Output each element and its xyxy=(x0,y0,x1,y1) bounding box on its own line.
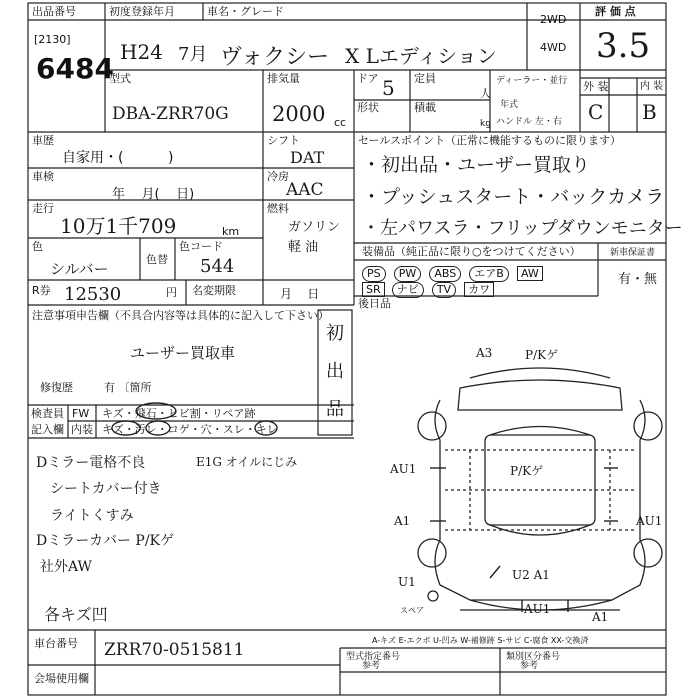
interior-label: 内装 xyxy=(71,423,93,436)
handwritten-note: 各キズ凹 xyxy=(44,605,108,624)
repair-value: 有 〔箇所 xyxy=(104,381,152,394)
equipment-row2 xyxy=(362,278,496,298)
fw-items: キズ・飛石・ヒビ割・リペア跡 xyxy=(102,407,256,420)
damage-mark: P/Kゲ xyxy=(525,348,559,362)
damage-mark: P/Kゲ xyxy=(510,464,544,478)
namechange-value: 月 日 xyxy=(280,287,320,301)
handle-label: ハンドル 左・右 xyxy=(496,117,562,127)
int-label: 内 装 xyxy=(640,81,664,92)
category-label: 類別区分番号 xyxy=(506,652,561,662)
declaration-label: 注意事項申告欄（不具合内容等は具体的に記入して下さい） xyxy=(32,309,329,322)
shift-label: シフト xyxy=(267,134,300,147)
inspection-value: 年 月( 日) xyxy=(112,187,195,202)
handwritten-note: ライトくすみ xyxy=(50,508,134,524)
fuel-value: ガソリン xyxy=(288,220,341,235)
inspection-label: 車検 xyxy=(32,170,54,183)
displacement: 2000 xyxy=(272,102,326,126)
tax-unit: 円 xyxy=(166,286,177,299)
warranty-label: 新車保証書 xyxy=(610,248,656,258)
equip-aw: AW xyxy=(517,266,543,281)
capacity-unit: 人 xyxy=(480,87,491,100)
equipment-title: 装備品（純正品に限り○をつけてください） xyxy=(362,245,581,258)
chassis-value: ZRR70-0515811 xyxy=(104,640,245,660)
load-label: 積載 xyxy=(414,101,436,114)
chassis-label: 車台番号 xyxy=(34,637,78,650)
mileage-label: 走行 xyxy=(32,202,54,215)
model-label: 型式 xyxy=(109,72,131,85)
handwritten-note-right: E1G オイルにじみ xyxy=(196,455,298,469)
sales-line: ・初出品・ユーザー買取り xyxy=(362,154,591,176)
shape-label: 形状 xyxy=(357,101,379,114)
inspector-label: 検査員 xyxy=(31,407,64,420)
spare-label: スペア xyxy=(400,606,424,615)
color-code: 544 xyxy=(200,256,235,277)
drive-2wd: 2WD xyxy=(540,13,567,26)
damage-mark: AU1 xyxy=(524,602,551,616)
color-code-label: 色コード xyxy=(179,240,223,253)
int-grade: B xyxy=(642,100,657,124)
door-label: ドア xyxy=(357,72,379,85)
ext-label: 外 装 xyxy=(583,80,609,93)
equip-sr: SR xyxy=(362,282,385,297)
first-listing-char: 初 xyxy=(326,323,344,344)
score-value: 3.5 xyxy=(596,26,651,66)
first-listing-stamp xyxy=(326,315,344,429)
equip-ps: PS xyxy=(362,266,386,282)
cooling-value: AAC xyxy=(286,180,324,200)
history-value: 自家用・( ) xyxy=(62,150,174,166)
damage-mark: A1 xyxy=(394,514,411,528)
note-value: ユーザー買取車 xyxy=(130,344,236,362)
ref-label: 参考 xyxy=(520,661,539,671)
lot-code: [2130] xyxy=(34,33,71,46)
mileage-value: 10万1千709 xyxy=(60,214,177,238)
load-unit: kg xyxy=(480,119,491,129)
lot-number: 6484 xyxy=(36,52,114,85)
equip-abs: ABS xyxy=(429,266,461,282)
repair-label: 修復歴 xyxy=(40,381,73,394)
year-label: 年式 xyxy=(500,100,519,110)
fuel-label: 燃料 xyxy=(267,202,289,215)
rear-seat-label: 後日品 xyxy=(358,297,391,310)
sales-line: ・プッシュスタート・バックカメラ xyxy=(362,186,665,208)
sales-title: セールスポイント（正常に機能するものに限ります） xyxy=(358,134,622,147)
color-label: 色 xyxy=(32,240,43,253)
fuel-alt: 軽 油 xyxy=(288,240,319,255)
model-code: DBA-ZRR70G xyxy=(112,104,229,124)
entry-label: 記入欄 xyxy=(31,423,64,436)
shift-value: DAT xyxy=(290,148,325,167)
model-name: ヴォクシー xyxy=(220,45,330,70)
warranty-value: 有・無 xyxy=(618,272,658,287)
equip-tv: TV xyxy=(432,282,456,298)
sales-line: ・左パワスラ・フリップダウンモニター xyxy=(362,218,683,239)
name-label: 車名・グレード xyxy=(207,5,284,18)
fw-label: FW xyxy=(72,407,90,420)
equip-pw: PW xyxy=(394,266,422,282)
damage-mark: AU1 xyxy=(636,514,663,528)
damage-mark: A3 xyxy=(476,346,493,360)
first-listing-char: 品 xyxy=(326,399,344,420)
drive-4wd: 4WD xyxy=(540,41,567,54)
ext-grade: C xyxy=(588,100,604,124)
damage-mark: A1 xyxy=(592,610,609,624)
tax-label: R券 xyxy=(32,284,51,297)
dealer-label: ディーラー・並行 xyxy=(496,76,568,86)
disp-label: 排気量 xyxy=(267,72,300,85)
handwritten-note: Dミラー電格不良 xyxy=(36,455,146,471)
damage-mark: U1 xyxy=(398,575,416,589)
recolor-label: 色替 xyxy=(146,253,168,266)
handwritten-note: 社外AW xyxy=(40,559,92,575)
tax-value: 12530 xyxy=(64,284,122,305)
reg-label: 初度登録年月 xyxy=(109,5,175,18)
history-label: 車歴 xyxy=(32,134,54,147)
grade-value: X Lエディション xyxy=(345,44,497,68)
handwritten-note: Dミラーカバー P/Kゲ xyxy=(36,533,174,549)
equip-leather: カワ xyxy=(464,282,494,297)
disp-unit: cc xyxy=(334,116,347,129)
mileage-unit: km xyxy=(222,225,240,238)
auction-label: 会場使用欄 xyxy=(34,672,89,685)
first-listing-char: 出 xyxy=(326,361,344,382)
equip-navi: ナビ xyxy=(392,282,424,298)
equip-airbag: エアB xyxy=(469,266,509,282)
lot-label: 出品番号 xyxy=(32,5,76,18)
type-spec-label: 型式指定番号 xyxy=(346,652,401,662)
handwritten-note: シートカバー付き xyxy=(50,481,162,497)
legend-text: A-キズ E-エクボ U-凹み W-補修跡 S-サビ C-腐食 XX-交換済 xyxy=(372,636,589,645)
cooling-label: 冷房 xyxy=(267,170,289,183)
color-value: シルバー xyxy=(50,260,109,278)
year-value: H24 xyxy=(120,40,163,64)
damage-mark: U2 A1 xyxy=(512,568,550,582)
namechange-label: 名変期限 xyxy=(192,284,236,297)
capacity-label: 定員 xyxy=(414,72,436,85)
score-label: 評 価 点 xyxy=(595,5,636,18)
doors-value: 5 xyxy=(382,76,395,100)
interior-items: キズ・汚レ・コゲ・穴・スレ・キレ xyxy=(102,423,278,436)
ref-label: 参考 xyxy=(362,661,381,671)
damage-mark: AU1 xyxy=(390,462,417,476)
month-value: 7月 xyxy=(178,44,208,65)
